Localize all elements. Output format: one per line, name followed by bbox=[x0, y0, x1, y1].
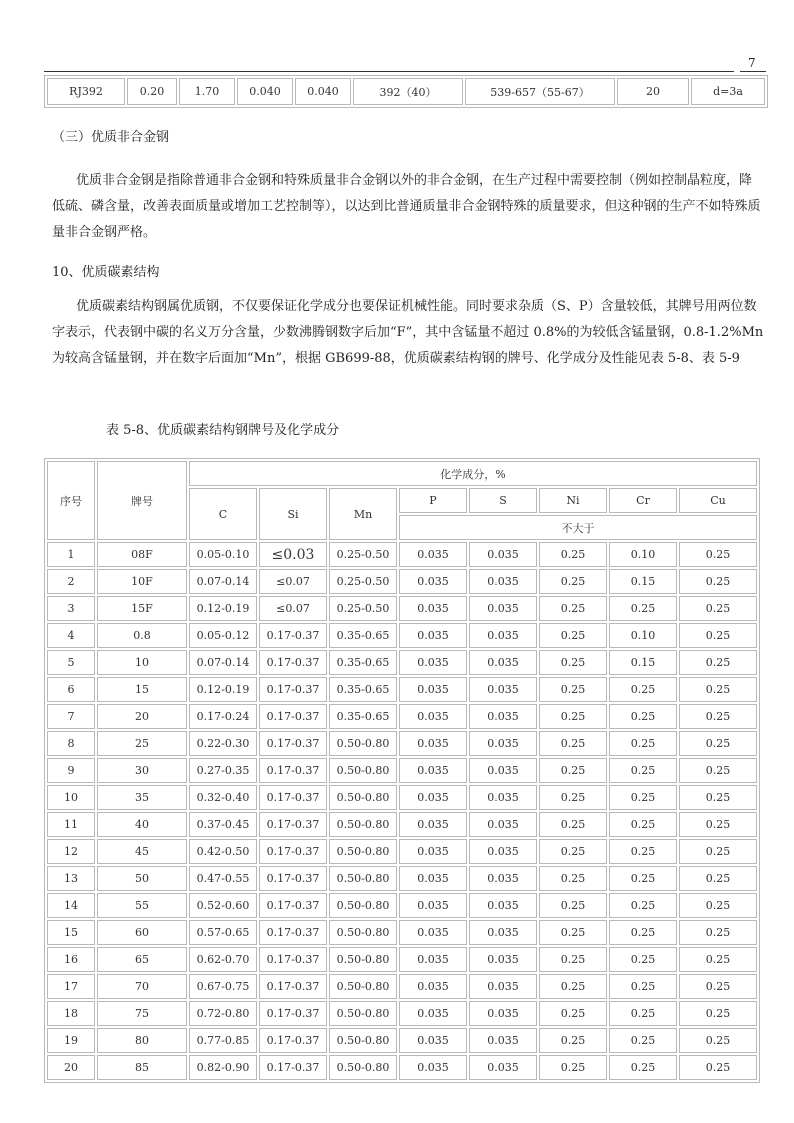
header-cu: Cu bbox=[679, 488, 757, 513]
table-cell: 70 bbox=[97, 974, 187, 999]
table-cell: 3 bbox=[47, 596, 95, 621]
table-cell: 0.17-0.37 bbox=[259, 623, 327, 648]
table-cell: ≤0.03 bbox=[259, 542, 327, 567]
section-paragraph-10: 优质碳素结构钢属优质钢，不仅要保证化学成分也要保证机械性能。同时要求杂质（S、P）含量较低，其牌号用两位数字表示，代表钢中碳的名义万分含量，少数沸腾钢数字后加“F”，其中含锰量不超过 0.8%的为较低含锰量钢，0.8-1.2%Mn 为较高含锰量钢，并在数字后面加“Mn”，根据 GB699-88，优质碳素结构钢的牌号、化学成分及性能见表 5-8、表 5-9 bbox=[52, 299, 764, 366]
table-row bbox=[47, 1028, 757, 1053]
table-cell: 0.17-0.37 bbox=[259, 1001, 327, 1026]
top-cell-grade: RJ392 bbox=[47, 78, 125, 105]
table-cell: 0.50-0.80 bbox=[329, 785, 397, 810]
header-si: Si bbox=[259, 488, 327, 540]
table-cell: 0.62-0.70 bbox=[189, 947, 257, 972]
section-paragraph-3: 优质非合金钢是指除普通非合金钢和特殊质量非合金钢以外的非合金钢，在生产过程中需要控制（例如控制晶粒度，降低硫、磷含量，改善表面质量或增加工艺控制等），以达到比普通质量非合金钢特殊的质量要求，但这种钢的生产不如特殊质量非合金钢严格。 bbox=[52, 173, 761, 240]
section-heading-3: （三）优质非合金钢 bbox=[52, 130, 170, 145]
table-cell: 0.35-0.65 bbox=[329, 650, 397, 675]
table-cell: 0.25 bbox=[609, 839, 677, 864]
table-cell: 0.035 bbox=[469, 1001, 537, 1026]
table-cell: 0.35-0.65 bbox=[329, 677, 397, 702]
top-cell: 392（40） bbox=[353, 78, 463, 105]
table-cell: 0.25 bbox=[609, 785, 677, 810]
table-cell: 0.17-0.37 bbox=[259, 650, 327, 675]
table-cell: 50 bbox=[97, 866, 187, 891]
table-cell: 0.25 bbox=[539, 650, 607, 675]
header-chem: 化学成分，% bbox=[189, 461, 757, 486]
table-cell: 0.035 bbox=[399, 677, 467, 702]
table-row bbox=[47, 596, 757, 621]
table-cell: 0.42-0.50 bbox=[189, 839, 257, 864]
table-row bbox=[47, 974, 757, 999]
table-cell: 0.035 bbox=[469, 758, 537, 783]
table-cell: 0.25 bbox=[539, 542, 607, 567]
table-cell: 0.035 bbox=[399, 1055, 467, 1080]
table-cell: 0.25 bbox=[679, 1055, 757, 1080]
table-body bbox=[47, 542, 757, 1080]
table-cell: 0.25 bbox=[679, 893, 757, 918]
table-row bbox=[47, 623, 757, 648]
table-cell: 0.25 bbox=[539, 947, 607, 972]
table-cell: 0.22-0.30 bbox=[189, 731, 257, 756]
table-cell: 0.50-0.80 bbox=[329, 1055, 397, 1080]
table-cell: 0.17-0.37 bbox=[259, 947, 327, 972]
table-cell: 0.25-0.50 bbox=[329, 569, 397, 594]
table-cell: 0.035 bbox=[399, 785, 467, 810]
table-cell: 08F bbox=[97, 542, 187, 567]
table-cell: 19 bbox=[47, 1028, 95, 1053]
table-cell: 0.035 bbox=[399, 542, 467, 567]
table-cell: 0.17-0.24 bbox=[189, 704, 257, 729]
table-cell: 0.67-0.75 bbox=[189, 974, 257, 999]
table-cell: 20 bbox=[47, 1055, 95, 1080]
table-cell: 0.035 bbox=[399, 1001, 467, 1026]
table-cell: 0.035 bbox=[399, 758, 467, 783]
table-cell: 1 bbox=[47, 542, 95, 567]
table-cell: 35 bbox=[97, 785, 187, 810]
table-cell: 0.15 bbox=[609, 569, 677, 594]
table-cell: 0.25 bbox=[539, 839, 607, 864]
table-cell: 0.05-0.10 bbox=[189, 542, 257, 567]
table-cell: 40 bbox=[97, 812, 187, 837]
table-cell: 0.035 bbox=[469, 839, 537, 864]
table-cell: 0.50-0.80 bbox=[329, 866, 397, 891]
table-cell: 0.25 bbox=[539, 785, 607, 810]
table-cell: 0.035 bbox=[469, 866, 537, 891]
top-cell: d=3a bbox=[691, 78, 765, 105]
table-cell: 55 bbox=[97, 893, 187, 918]
table-cell: 10 bbox=[47, 785, 95, 810]
top-table-row bbox=[47, 78, 765, 105]
table-cell: 0.25 bbox=[679, 677, 757, 702]
table-cell: 0.25 bbox=[539, 893, 607, 918]
table-cell: 0.17-0.37 bbox=[259, 677, 327, 702]
table-cell: 0.25 bbox=[679, 704, 757, 729]
table-cell: 0.25 bbox=[609, 731, 677, 756]
table-cell: 0.07-0.14 bbox=[189, 569, 257, 594]
table-cell: 15 bbox=[47, 920, 95, 945]
table-cell: 0.25 bbox=[679, 839, 757, 864]
table-cell: 6 bbox=[47, 677, 95, 702]
table-cell: 0.035 bbox=[469, 812, 537, 837]
table-row bbox=[47, 569, 757, 594]
table-cell: 0.17-0.37 bbox=[259, 758, 327, 783]
table-cell: 0.035 bbox=[469, 1055, 537, 1080]
table-cell: 0.035 bbox=[469, 974, 537, 999]
table-cell: 25 bbox=[97, 731, 187, 756]
table-cell: 0.25 bbox=[539, 1001, 607, 1026]
table-row bbox=[47, 704, 757, 729]
table-cell: 0.25 bbox=[679, 1028, 757, 1053]
top-cell: 20 bbox=[617, 78, 689, 105]
table-cell: 0.035 bbox=[399, 650, 467, 675]
table-row bbox=[47, 947, 757, 972]
table-caption: 表 5-8、优质碳素结构钢牌号及化学成分 bbox=[106, 423, 340, 438]
table-cell: 0.035 bbox=[399, 893, 467, 918]
table-cell: 0.035 bbox=[399, 839, 467, 864]
top-cell: 0.040 bbox=[237, 78, 293, 105]
table-cell: 0.52-0.60 bbox=[189, 893, 257, 918]
table-cell: 0.17-0.37 bbox=[259, 974, 327, 999]
table-row bbox=[47, 1055, 757, 1080]
table-cell: 17 bbox=[47, 974, 95, 999]
table-cell: 0.25 bbox=[539, 596, 607, 621]
table-cell: 0.17-0.37 bbox=[259, 704, 327, 729]
table-cell: 0.25 bbox=[539, 677, 607, 702]
table-cell: 10 bbox=[97, 650, 187, 675]
table-row bbox=[47, 1001, 757, 1026]
table-row bbox=[47, 893, 757, 918]
table-cell: 0.17-0.37 bbox=[259, 866, 327, 891]
table-cell: 14 bbox=[47, 893, 95, 918]
table-cell: 0.035 bbox=[399, 569, 467, 594]
table-cell: 0.25 bbox=[609, 704, 677, 729]
table-cell: 45 bbox=[97, 839, 187, 864]
table-row bbox=[47, 866, 757, 891]
table-cell: 0.25 bbox=[609, 596, 677, 621]
table-cell: 0.35-0.65 bbox=[329, 704, 397, 729]
table-cell: 0.25 bbox=[609, 893, 677, 918]
table-row bbox=[47, 785, 757, 810]
table-cell: 0.25 bbox=[679, 947, 757, 972]
top-cell: 0.040 bbox=[295, 78, 351, 105]
table-cell: 0.035 bbox=[469, 623, 537, 648]
table-cell: 0.50-0.80 bbox=[329, 839, 397, 864]
table-cell: 0.035 bbox=[469, 920, 537, 945]
top-cell: 539-657（55-67） bbox=[465, 78, 615, 105]
table-cell: 0.25-0.50 bbox=[329, 596, 397, 621]
table-cell: 0.12-0.19 bbox=[189, 596, 257, 621]
table-cell: 0.25 bbox=[539, 569, 607, 594]
table-cell: 0.25 bbox=[679, 785, 757, 810]
table-cell: 0.8 bbox=[97, 623, 187, 648]
table-cell: 0.035 bbox=[399, 866, 467, 891]
table-cell: 0.25 bbox=[679, 623, 757, 648]
header-seq: 序号 bbox=[47, 461, 95, 540]
table-cell: 0.25 bbox=[539, 1055, 607, 1080]
table-cell: 0.035 bbox=[469, 785, 537, 810]
header-grade: 牌号 bbox=[97, 461, 187, 540]
table-cell: 0.37-0.45 bbox=[189, 812, 257, 837]
table-cell: 0.50-0.80 bbox=[329, 731, 397, 756]
table-cell: 0.17-0.37 bbox=[259, 731, 327, 756]
table-cell: 0.25 bbox=[609, 1028, 677, 1053]
table-cell: 0.50-0.80 bbox=[329, 974, 397, 999]
table-cell: 7 bbox=[47, 704, 95, 729]
table-cell: 0.25 bbox=[609, 947, 677, 972]
header-rule-right bbox=[740, 71, 766, 72]
header-s: S bbox=[469, 488, 537, 513]
table-cell: 0.25 bbox=[609, 812, 677, 837]
table-row bbox=[47, 650, 757, 675]
table-cell: 0.17-0.37 bbox=[259, 839, 327, 864]
table-row bbox=[47, 542, 757, 567]
table-cell: 0.50-0.80 bbox=[329, 812, 397, 837]
table-cell: 60 bbox=[97, 920, 187, 945]
header-mn: Mn bbox=[329, 488, 397, 540]
table-cell: 0.77-0.85 bbox=[189, 1028, 257, 1053]
table-cell: 0.05-0.12 bbox=[189, 623, 257, 648]
table-cell: ≤0.07 bbox=[259, 569, 327, 594]
table-cell: 5 bbox=[47, 650, 95, 675]
top-cell: 0.20 bbox=[127, 78, 177, 105]
page-number: 7 bbox=[748, 56, 756, 70]
table-cell: 0.10 bbox=[609, 542, 677, 567]
table-cell: 0.50-0.80 bbox=[329, 893, 397, 918]
header-c: C bbox=[189, 488, 257, 540]
table-cell: 0.57-0.65 bbox=[189, 920, 257, 945]
header-ni: Ni bbox=[539, 488, 607, 513]
table-cell: 0.25 bbox=[679, 596, 757, 621]
table-cell: 0.035 bbox=[469, 650, 537, 675]
table-cell: 9 bbox=[47, 758, 95, 783]
table-cell: 0.25 bbox=[679, 650, 757, 675]
table-cell: 0.15 bbox=[609, 650, 677, 675]
table-cell: 0.50-0.80 bbox=[329, 1028, 397, 1053]
table-row bbox=[47, 677, 757, 702]
table-cell: 80 bbox=[97, 1028, 187, 1053]
table-cell: 16 bbox=[47, 947, 95, 972]
table-cell: 0.035 bbox=[469, 893, 537, 918]
header-p: P bbox=[399, 488, 467, 513]
table-cell: 12 bbox=[47, 839, 95, 864]
table-cell: 0.27-0.35 bbox=[189, 758, 257, 783]
table-cell: 0.50-0.80 bbox=[329, 947, 397, 972]
table-cell: 0.25 bbox=[609, 1001, 677, 1026]
table-row bbox=[47, 758, 757, 783]
table-cell: 0.25 bbox=[609, 758, 677, 783]
section-heading-10: 10、优质碳素结构 bbox=[52, 265, 160, 280]
table-cell: 0.17-0.37 bbox=[259, 920, 327, 945]
table-cell: 0.25 bbox=[609, 866, 677, 891]
table-cell: 0.035 bbox=[399, 812, 467, 837]
table-cell: 0.50-0.80 bbox=[329, 920, 397, 945]
table-cell: 0.25 bbox=[539, 704, 607, 729]
table-cell: 30 bbox=[97, 758, 187, 783]
table-cell: 0.17-0.37 bbox=[259, 893, 327, 918]
table-cell: 0.035 bbox=[469, 542, 537, 567]
table-cell: 85 bbox=[97, 1055, 187, 1080]
table-cell: 11 bbox=[47, 812, 95, 837]
table-cell: 0.47-0.55 bbox=[189, 866, 257, 891]
table-cell: 0.25 bbox=[539, 758, 607, 783]
table-cell: 75 bbox=[97, 1001, 187, 1026]
table-cell: 0.12-0.19 bbox=[189, 677, 257, 702]
table-cell: 0.17-0.37 bbox=[259, 812, 327, 837]
table-cell: 0.07-0.14 bbox=[189, 650, 257, 675]
table-cell: 0.25 bbox=[679, 542, 757, 567]
table-cell: 0.035 bbox=[399, 623, 467, 648]
table-cell: 0.10 bbox=[609, 623, 677, 648]
table-cell: 0.25 bbox=[679, 812, 757, 837]
table-cell: 0.035 bbox=[399, 974, 467, 999]
table-cell: 0.17-0.37 bbox=[259, 1055, 327, 1080]
table-cell: 0.25 bbox=[679, 974, 757, 999]
table-cell: 0.25 bbox=[679, 731, 757, 756]
table-cell: 0.25 bbox=[539, 731, 607, 756]
table-cell: 0.035 bbox=[399, 704, 467, 729]
table-cell: 0.25 bbox=[539, 812, 607, 837]
table-cell: 0.035 bbox=[399, 947, 467, 972]
table-cell: 0.035 bbox=[469, 1028, 537, 1053]
table-cell: 0.25 bbox=[679, 758, 757, 783]
table-cell: 0.035 bbox=[469, 731, 537, 756]
table-cell: ≤0.07 bbox=[259, 596, 327, 621]
table-cell: 0.035 bbox=[399, 731, 467, 756]
header-not-greater: 不大于 bbox=[399, 515, 757, 540]
table-cell: 13 bbox=[47, 866, 95, 891]
table-cell: 20 bbox=[97, 704, 187, 729]
table-cell: 0.25 bbox=[609, 677, 677, 702]
table-cell: 0.25 bbox=[609, 974, 677, 999]
table-cell: 4 bbox=[47, 623, 95, 648]
composition-table bbox=[44, 458, 760, 1083]
table-cell: 8 bbox=[47, 731, 95, 756]
table-cell: 0.25 bbox=[539, 866, 607, 891]
table-cell: 0.25 bbox=[539, 920, 607, 945]
table-cell: 0.25 bbox=[609, 920, 677, 945]
table-cell: 15 bbox=[97, 677, 187, 702]
table-cell: 0.035 bbox=[399, 1028, 467, 1053]
table-cell: 65 bbox=[97, 947, 187, 972]
table-row bbox=[47, 839, 757, 864]
table-cell: 0.25 bbox=[679, 866, 757, 891]
table-cell: 0.25 bbox=[539, 623, 607, 648]
table-cell: 0.17-0.37 bbox=[259, 1028, 327, 1053]
table-row bbox=[47, 812, 757, 837]
top-table bbox=[44, 75, 768, 108]
table-cell: 2 bbox=[47, 569, 95, 594]
table-cell: 0.17-0.37 bbox=[259, 785, 327, 810]
table-row bbox=[47, 920, 757, 945]
table-cell: 10F bbox=[97, 569, 187, 594]
table-cell: 0.25 bbox=[539, 1028, 607, 1053]
table-cell: 0.25 bbox=[679, 920, 757, 945]
table-cell: 18 bbox=[47, 1001, 95, 1026]
table-cell: 15F bbox=[97, 596, 187, 621]
header-rule bbox=[44, 71, 734, 72]
top-cell: 1.70 bbox=[179, 78, 235, 105]
table-cell: 0.25 bbox=[539, 974, 607, 999]
table-row bbox=[47, 731, 757, 756]
table-cell: 0.035 bbox=[469, 569, 537, 594]
table-cell: 0.035 bbox=[469, 947, 537, 972]
table-cell: 0.25 bbox=[609, 1055, 677, 1080]
table-cell: 0.035 bbox=[399, 596, 467, 621]
header-cr: Cr bbox=[609, 488, 677, 513]
table-cell: 0.25-0.50 bbox=[329, 542, 397, 567]
table-cell: 0.50-0.80 bbox=[329, 758, 397, 783]
table-cell: 0.50-0.80 bbox=[329, 1001, 397, 1026]
table-cell: 0.035 bbox=[469, 596, 537, 621]
table-cell: 0.035 bbox=[469, 677, 537, 702]
table-cell: 0.25 bbox=[679, 569, 757, 594]
header-row-1 bbox=[47, 461, 757, 486]
table-cell: 0.72-0.80 bbox=[189, 1001, 257, 1026]
table-cell: 0.035 bbox=[399, 920, 467, 945]
table-cell: 0.35-0.65 bbox=[329, 623, 397, 648]
table-cell: 0.035 bbox=[469, 704, 537, 729]
table-cell: 0.82-0.90 bbox=[189, 1055, 257, 1080]
table-cell: 0.25 bbox=[679, 1001, 757, 1026]
table-cell: 0.32-0.40 bbox=[189, 785, 257, 810]
